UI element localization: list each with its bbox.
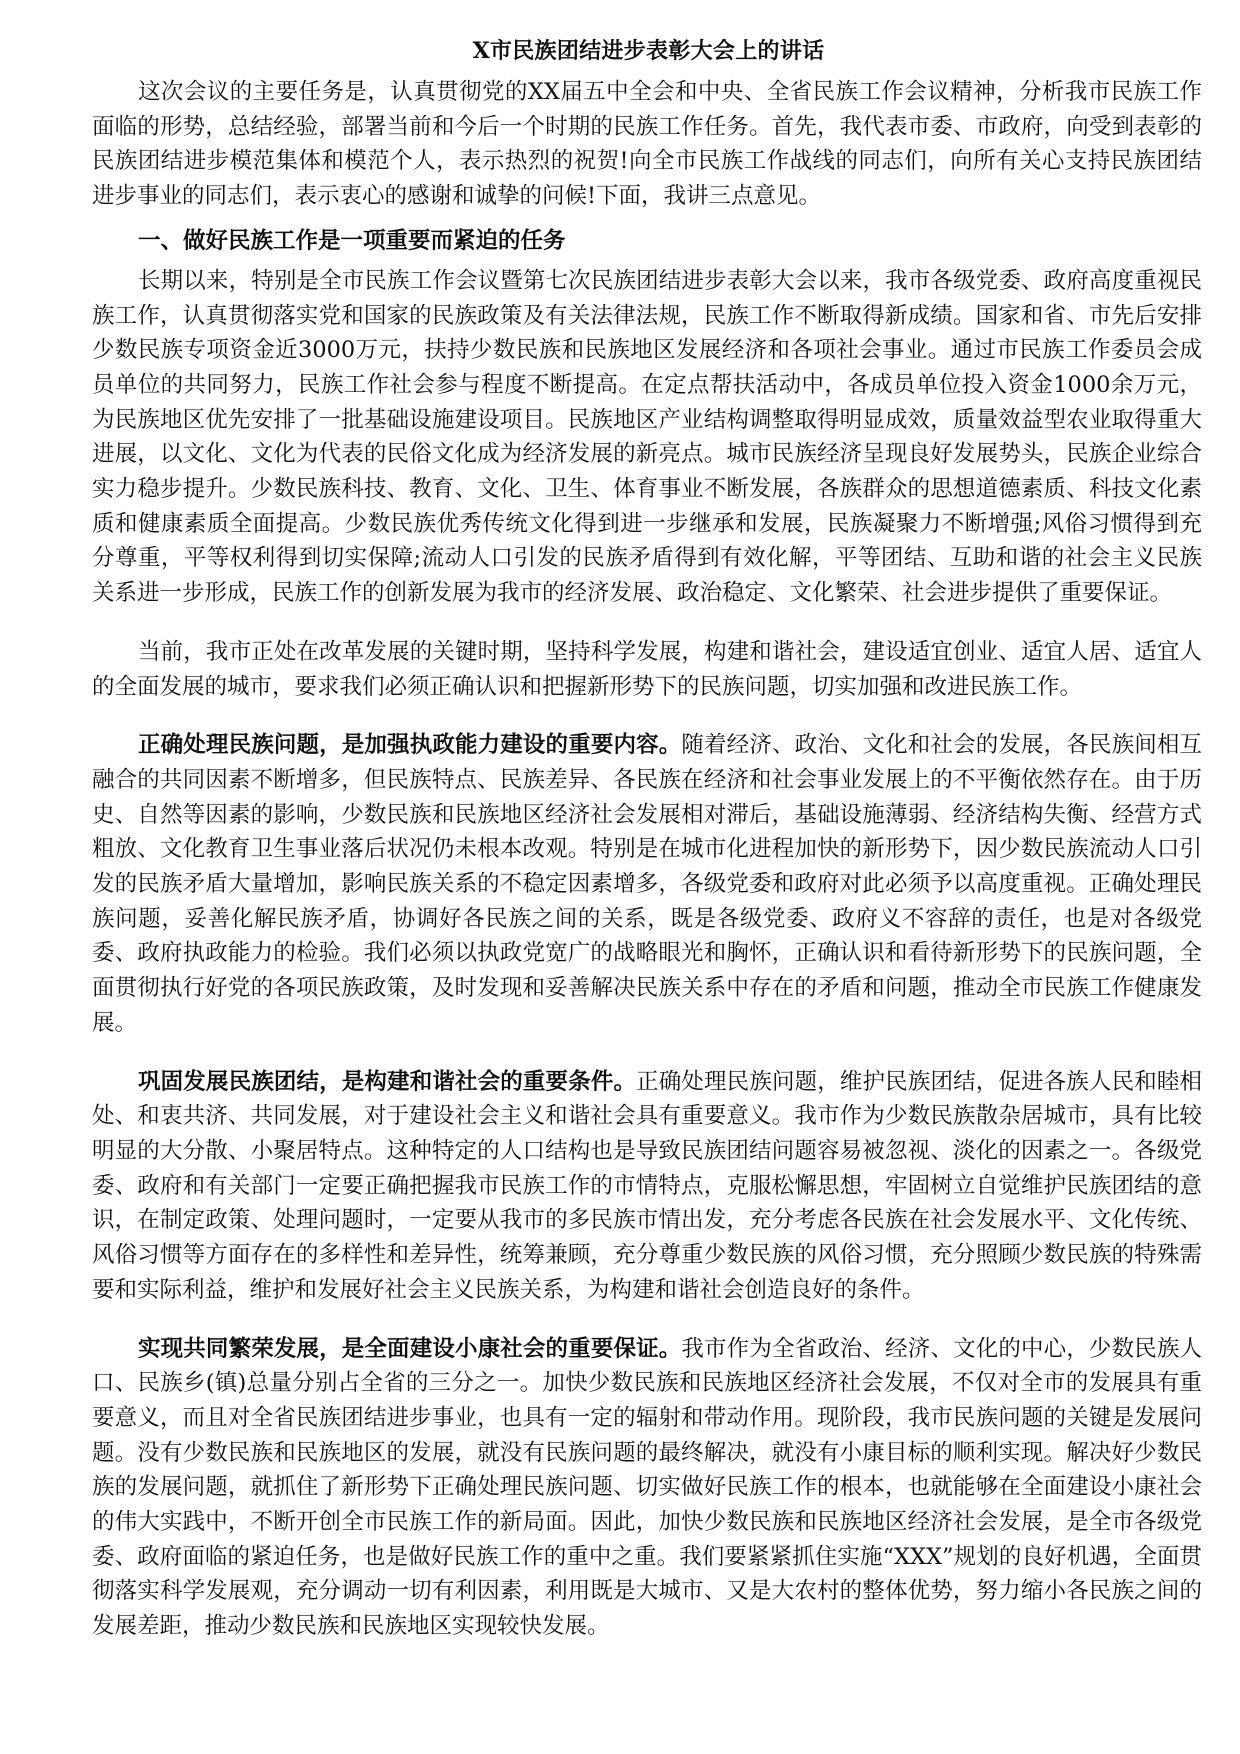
paragraph-lead-sentence: 巩固发展民族团结，是构建和谐社会的重要条件。 <box>138 1068 637 1095</box>
paragraph-body: 我市作为全省政治、经济、文化的中心，少数民族人口、民族乡(镇)总量分别占全省的三分之一。加快少数民族和民族地区经济社会发展，不仅对全市的发展具有重要意义，而且对全省民族团结进步事业，也具有一定的辐射和带动作用。现阶段，我市民族问题的关键是发展问题。没有少数民族和民族地区的发展，就没有民族问题的最终解决，就没有小康目标的顺利实现。解决好少数民族的发展问题，就抓住了新形势下正确处理民族问题、切实做好民族工作的根本，也就能够在全面建设小康社会的伟大实践中，不断开创全市民族工作的新局面。因此，加快少数民族和民族地区经济社会发展，是全市各级党委、政府面临的紧迫任务，也是做好民族工作的重中之重。我们要紧紧抓住实施“XXX”规划的良好机遇，全面贯彻落实科学发展观，充分调动一切有利因素，利用既是大城市、又是大农村的整体优势，努力缩小各民族之间的发展差距，推动少数民族和民族地区实现较快发展。 <box>92 1335 1202 1640</box>
document-page <box>92 34 1202 1644</box>
paragraph-body: 随着经济、政治、文化和社会的发展，各民族间相互融合的共同因素不断增多，但民族特点、民族差异、各民族在经济和社会事业发展上的不平衡依然存在。由于历史、自然等因素的影响，少数民族和民族地区经济社会发展相对滞后，基础设施薄弱、经济结构失衡、经营方式粗放、文化教育卫生事业落后状况仍未根本改观。特别是在城市化进程加快的新形势下，因少数民族流动人口引发的民族矛盾大量增加，影响民族关系的不稳定因素增多，各级党委和政府对此必须予以高度重视。正确处理民族问题，妥善化解民族矛盾，协调好各民族之间的关系，既是各级党委、政府义不容辞的责任，也是对各级党委、政府执政能力的检验。我们必须以执政党宽广的战略眼光和胸怀，正确认识和看待新形势下的民族问题，全面贯彻执行好党的各项民族政策，及时发现和妥善解决民族关系中存在的矛盾和问题，推动全市民族工作健康发展。 <box>92 732 1202 1036</box>
common-prosperity-paragraph <box>92 1332 1202 1644</box>
document-title: X市民族团结进步表彰大会上的讲话 <box>472 38 825 64</box>
section-heading: 一、做好民族工作是一项重要而紧迫的任务 <box>138 227 566 254</box>
paragraph-body: 正确处理民族问题，维护民族团结，促进各族人民和睦相处、和衷共济、共同发展，对于建设社会主义和谐社会具有重要意义。我市作为少数民族散杂居城市，具有比较明显的大分散、小聚居特点。这种特定的人口结构也是导致民族团结问题容易被忽视、淡化的因素之一。各级党委、政府和有关部门一定要正确把握我市民族工作的市情特点，克服松懈思想，牢固树立自觉维护民族团结的意识，在制定政策、处理问题时，一定要从我市的多民族市情出发，充分考虑各民族在社会发展水平、文化传统、风俗习惯等方面存在的多样性和差异性，统筹兼顾，充分尊重少数民族的风俗习惯，充分照顾少数民族的特殊需要和实际利益，维护和发展好社会主义民族关系，为构建和谐社会创造良好的条件。 <box>92 1068 1202 1303</box>
ethnic-unity-paragraph <box>92 1065 1202 1308</box>
current-situation-paragraph: 当前，我市正处在改革发展的关键时期，坚持科学发展，构建和谐社会，建设适宜创业、适宜人居、适宜人的全面发展的城市，要求我们必须正确认识和把握新形势下的民族问题，切实加强和改进民族工作。 <box>92 638 1202 700</box>
intro-paragraph: 这次会议的主要任务是，认真贯彻党的XX届五中全会和中央、全省民族工作会议精神，分析我市民族工作面临的形势，总结经验，部署当前和今后一个时期的民族工作任务。首先，我代表市委、市政府，向受到表彰的民族团结进步模范集体和模范个人，表示热烈的祝贺!向全市民族工作战线的同志们，向所有关心支持民族团结进步事业的同志们，表示衷心的感谢和诚挚的问候!下面，我讲三点意见。 <box>92 79 1202 210</box>
ethnic-issues-paragraph <box>92 728 1202 1040</box>
achievements-paragraph: 长期以来，特别是全市民族工作会议暨第七次民族团结进步表彰大会以来，我市各级党委、政府高度重视民族工作，认真贯彻落实党和国家的民族政策及有关法律法规，民族工作不断取得新成绩。国家和省、市先后安排少数民族专项资金近3000万元，扶持少数民族和民族地区发展经济和各项社会事业。通过市民族工作委员会成员单位的共同努力，民族工作社会参与程度不断提高。在定点帮扶活动中，各成员单位投入资金1000余万元，为民族地区优先安排了一批基础设施建设项目。民族地区产业结构调整取得明显成效，质量效益型农业取得重大进展，以文化、文化为代表的民俗文化成为经济发展的新亮点。城市民族经济呈现良好发展势头，民族企业综合实力稳步提升。少数民族科技、教育、文化、卫生、体育事业不断发展，各族群众的思想道德素质、科技文化素质和健康素质全面提高。少数民族优秀传统文化得到进一步继承和发展，民族凝聚力不断增强;风俗习惯得到充分尊重，平等权利得到切实保障;流动人口引发的民族矛盾得到有效化解，平等团结、互助和谐的社会主义民族关系进一步形成，民族工作的创新发展为我市的经济发展、政治稳定、文化繁荣、社会进步提供了重要保证。 <box>92 267 1202 607</box>
paragraph-lead-sentence: 正确处理民族问题，是加强执政能力建设的重要内容。 <box>138 732 682 759</box>
paragraph-lead-sentence: 实现共同繁荣发展，是全面建设小康社会的重要保证。 <box>138 1335 682 1362</box>
